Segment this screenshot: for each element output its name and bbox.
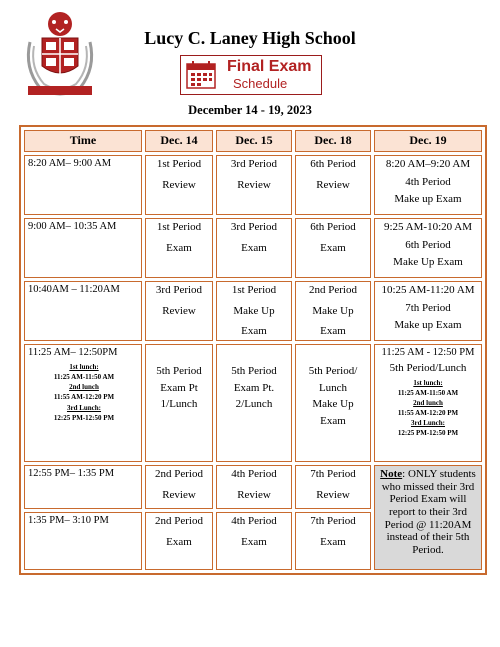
cell-line: 7th Period	[310, 468, 356, 480]
schedule-cell	[145, 344, 213, 462]
schedule-cell	[145, 465, 213, 509]
schedule-cell	[295, 155, 371, 215]
lunch-label: 3rd Lunch:	[410, 419, 446, 428]
lunch-label: 1st lunch:	[69, 363, 99, 372]
column-header: Dec. 14	[145, 130, 213, 152]
cell-line: 3rd Period	[230, 221, 278, 233]
schedule-cell	[216, 218, 292, 278]
cell-line: 2nd Period	[309, 284, 357, 296]
schedule-cell	[216, 155, 292, 215]
schedule-cell	[216, 465, 292, 509]
cell-line: Exam	[166, 535, 192, 548]
cell-line: 2nd Period	[155, 468, 203, 480]
cell-line: Review	[162, 304, 196, 317]
lunch-time: 11:55 AM-12:20 PM	[397, 409, 459, 418]
schedule-cell	[374, 155, 482, 215]
lunch-label: 3rd Lunch:	[66, 403, 102, 412]
schedule-cell	[145, 281, 213, 341]
cell-line: Review	[316, 488, 350, 501]
table-row	[24, 465, 482, 509]
banner-title: Final Exam	[227, 58, 312, 75]
lunch-time: 12:25 PM-12:50 PM	[53, 413, 115, 422]
note-text: : ONLY students who missed their 3rd Period Exam will report to their 3rd Period @ 11:20AM instead of their 5th Period.	[381, 468, 476, 556]
banner-subtitle: Schedule	[233, 76, 288, 91]
cell-line: Make Up	[233, 304, 275, 317]
cell-line: Exam	[241, 241, 267, 254]
cell-line: Review	[316, 178, 350, 191]
cell-line: Make up Exam	[394, 193, 462, 206]
cell-line: 2nd Period	[155, 515, 203, 527]
school-crest-icon	[20, 8, 100, 104]
cell-line: 1st Period	[156, 221, 202, 233]
schedule-cell	[374, 218, 482, 278]
cell-line: 9:25 AM-10:20 AM	[383, 221, 472, 233]
cell-line: Review	[237, 178, 271, 191]
cell-line: Exam	[241, 535, 267, 548]
exam-schedule-banner	[180, 55, 322, 95]
lunch-time: 12:25 PM-12:50 PM	[397, 429, 459, 438]
table-header-row	[24, 130, 482, 152]
cell-line: Make Up	[312, 304, 354, 317]
schedule-cell	[145, 155, 213, 215]
cell-line: Review	[162, 178, 196, 191]
cell-line: 4th Period	[405, 175, 451, 188]
date-range: December 14 - 19, 2023	[188, 103, 312, 117]
table-row	[24, 281, 482, 341]
cell-line: Exam Pt	[160, 381, 198, 394]
time-range: 11:25 AM– 12:50PM	[28, 347, 118, 358]
cell-line: 7th Period	[310, 515, 356, 527]
table-row	[24, 155, 482, 215]
cell-line: 1st Period	[156, 158, 202, 170]
time-cell: 8:20 AM– 9:00 AM	[24, 155, 142, 215]
schedule-cell	[295, 281, 371, 341]
cell-line: Exam	[320, 241, 346, 254]
column-header: Dec. 15	[216, 130, 292, 152]
schedule-cell	[145, 512, 213, 570]
cell-line: Exam	[320, 535, 346, 548]
schedule-cell	[374, 344, 482, 462]
lunch-time: 11:55 AM-12:20 PM	[53, 393, 115, 402]
schedule-cell	[295, 218, 371, 278]
cell-line: 4th Period	[231, 468, 277, 480]
lunch-label: 2nd lunch	[69, 383, 99, 392]
cell-line: 6th Period	[310, 158, 356, 170]
cell-line: 6th Period	[310, 221, 356, 233]
school-logo	[20, 8, 100, 104]
exam-schedule-table	[19, 125, 487, 575]
cell-line: Exam	[320, 325, 346, 338]
time-cell: 10:40AM – 11:20AM	[24, 281, 142, 341]
cell-line: Exam	[320, 414, 346, 427]
cell-line: 3rd Period	[230, 158, 278, 170]
schedule-cell	[216, 512, 292, 570]
schedule-cell	[216, 344, 292, 462]
cell-line: Exam	[241, 325, 267, 338]
schedule-cell	[295, 344, 371, 462]
cell-line: 5th Period	[231, 365, 277, 377]
schedule-cell	[145, 218, 213, 278]
lunch-time: 11:25 AM-11:50 AM	[397, 388, 459, 397]
note-label: Note	[380, 468, 403, 480]
calendar-icon	[186, 60, 216, 90]
time-cell: 12:55 PM– 1:35 PM	[24, 465, 142, 509]
cell-line: Exam	[166, 241, 192, 254]
cell-line: Review	[162, 488, 196, 501]
cell-line: 5th Period/	[308, 365, 358, 377]
cell-line: Make Up	[312, 398, 354, 411]
time-cell	[24, 344, 142, 462]
cell-line: Lunch	[318, 381, 348, 394]
cell-line: 10:25 AM-11:20 AM	[381, 284, 475, 296]
lunch-label: 2nd lunch	[413, 398, 443, 407]
cell-line: Review	[237, 488, 271, 501]
schedule-cell	[295, 512, 371, 570]
schedule-cell	[216, 281, 292, 341]
cell-line: 1st Period	[231, 284, 277, 296]
cell-line: 4th Period	[231, 515, 277, 527]
cell-line: 7th Period	[405, 301, 451, 314]
cell-line: 2/Lunch	[235, 398, 273, 411]
cell-line: 6th Period	[405, 238, 451, 251]
column-header: Dec. 19	[374, 130, 482, 152]
cell-line: 8:20 AM–9:20 AM	[385, 158, 471, 170]
cell-line: 5th Period	[156, 365, 202, 377]
column-header: Dec. 18	[295, 130, 371, 152]
cell-line: 3rd Period	[155, 284, 203, 296]
cell-line: Make Up Exam	[393, 256, 463, 269]
cell-line: Make up Exam	[394, 319, 462, 332]
lunch-label: 1st lunch:	[413, 378, 443, 387]
cell-line: 1/Lunch	[160, 398, 198, 411]
cell-line: 5th Period/Lunch	[389, 362, 467, 375]
schedule-cell	[374, 281, 482, 341]
time-cell: 1:35 PM– 3:10 PM	[24, 512, 142, 570]
note-cell	[374, 465, 482, 570]
schedule-cell	[295, 465, 371, 509]
table-row	[24, 218, 482, 278]
cell-line: 11:25 AM - 12:50 PM	[381, 347, 475, 358]
time-cell: 9:00 AM– 10:35 AM	[24, 218, 142, 278]
table-row	[24, 344, 482, 462]
cell-line: Exam Pt.	[233, 381, 275, 394]
lunch-time: 11:25 AM-11:50 AM	[53, 373, 115, 382]
column-header: Time	[24, 130, 142, 152]
school-title: Lucy C. Laney High School	[144, 28, 356, 48]
